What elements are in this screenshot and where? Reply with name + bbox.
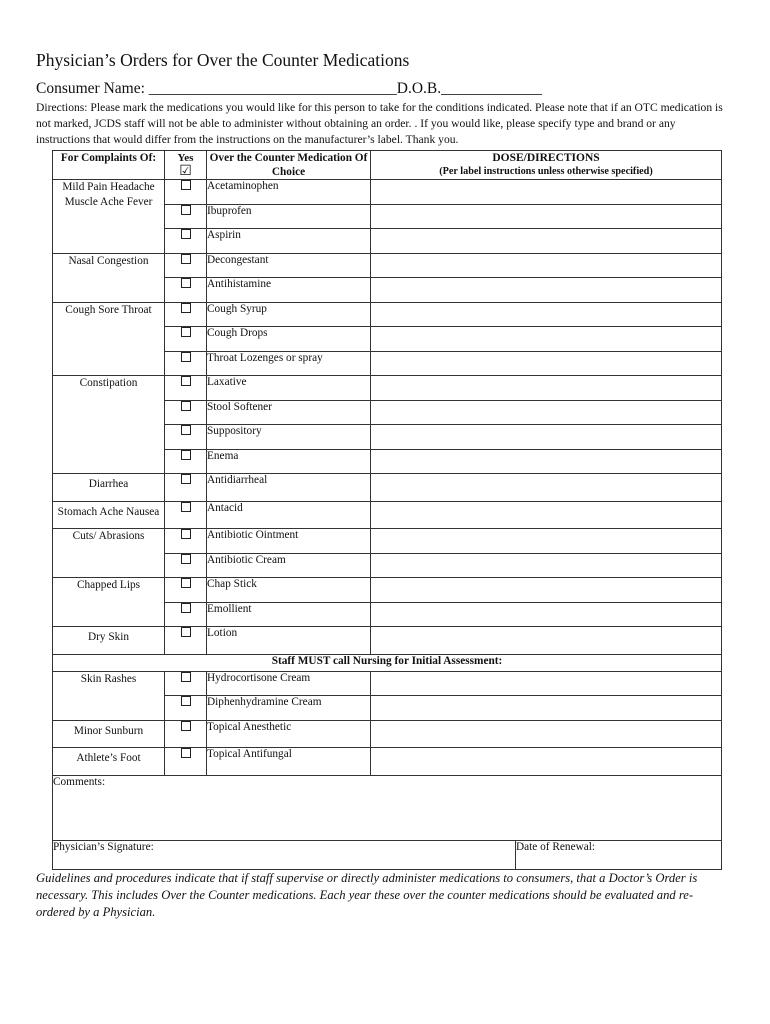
complaint-cell: Cough Sore Throat: [53, 302, 165, 376]
yes-checkbox[interactable]: [181, 229, 191, 239]
yes-checkbox[interactable]: [181, 205, 191, 215]
header-complaints: For Complaints Of:: [53, 151, 165, 180]
dose-directions-field[interactable]: [371, 327, 722, 352]
medication-name: Antibiotic Cream: [207, 553, 371, 578]
medication-name: Lotion: [207, 627, 371, 655]
table-row: [53, 748, 722, 776]
table-row: [53, 671, 722, 696]
dose-directions-field[interactable]: [371, 400, 722, 425]
yes-cell: [165, 351, 207, 376]
complaint-cell: Dry Skin: [53, 627, 165, 655]
dose-directions-field[interactable]: [371, 578, 722, 603]
directions-text: Directions: Please mark the medications you would like for this person to take for the conditions indicated. Please note that if an OTC medication is not marked, JCDS staff will not be able to administer without obtaining an order. . If you would like, please specify type and brand or any instructions that would differ from the instructions on the manufacturer’s label. Thank you.: [36, 101, 723, 146]
yes-cell: [165, 204, 207, 229]
dose-directions-field[interactable]: [371, 425, 722, 450]
renewal-label: Date of Renewal:: [516, 840, 596, 853]
yes-checkbox[interactable]: [181, 529, 191, 539]
date-of-renewal-field[interactable]: [516, 840, 722, 869]
yes-checkbox[interactable]: [181, 303, 191, 313]
dose-directions-field[interactable]: [371, 474, 722, 502]
yes-cell: [165, 671, 207, 696]
yes-cell: [165, 553, 207, 578]
table-row: [53, 578, 722, 603]
medication-name: Suppository: [207, 425, 371, 450]
yes-checkbox[interactable]: [181, 748, 191, 758]
header-yes: [165, 151, 207, 180]
complaint-cell: Constipation: [53, 376, 165, 474]
dose-directions-field[interactable]: [371, 449, 722, 474]
yes-checkbox[interactable]: [181, 254, 191, 264]
yes-cell: [165, 449, 207, 474]
complaint-cell: Skin Rashes: [53, 671, 165, 720]
medication-name: Throat Lozenges or spray: [207, 351, 371, 376]
otc-order-table: [52, 150, 722, 870]
medication-name: Acetaminophen: [207, 180, 371, 205]
table-row: [53, 627, 722, 655]
dose-directions-field[interactable]: [371, 501, 722, 529]
consumer-name-dob-line[interactable]: Consumer Name: ________________________________D.O.B._____________: [36, 80, 542, 97]
yes-cell: [165, 529, 207, 554]
dose-directions-field[interactable]: [371, 553, 722, 578]
medication-name: Antidiarrheal: [207, 474, 371, 502]
medication-name: Hydrocortisone Cream: [207, 671, 371, 696]
yes-cell: [165, 278, 207, 303]
yes-cell: [165, 720, 207, 748]
medication-name: Laxative: [207, 376, 371, 401]
medication-name: Aspirin: [207, 229, 371, 254]
yes-checkbox[interactable]: [181, 578, 191, 588]
medication-name: Topical Anesthetic: [207, 720, 371, 748]
table-row: [53, 501, 722, 529]
complaint-cell: Athlete’s Foot: [53, 748, 165, 776]
yes-cell: [165, 400, 207, 425]
medication-name: Cough Drops: [207, 327, 371, 352]
header-dose: [371, 151, 722, 180]
yes-cell: [165, 376, 207, 401]
yes-checkbox[interactable]: [181, 474, 191, 484]
dose-directions-field[interactable]: [371, 671, 722, 696]
medication-name: Antibiotic Ointment: [207, 529, 371, 554]
yes-cell: [165, 229, 207, 254]
guidelines-footnote: Guidelines and procedures indicate that if staff supervise or directly administer medications to consumers, that a Doctor’s Order is necessary. This includes Over the Counter medications. Each year these over the counter medications should be evaluated and re-ordered by a Physician.: [36, 871, 698, 919]
dose-directions-field[interactable]: [371, 720, 722, 748]
yes-checkbox[interactable]: [181, 180, 191, 190]
medication-name: Cough Syrup: [207, 302, 371, 327]
complaint-cell: Diarrhea: [53, 474, 165, 502]
yes-checkbox[interactable]: [181, 603, 191, 613]
yes-checkbox[interactable]: [181, 627, 191, 637]
yes-cell: [165, 474, 207, 502]
dose-directions-field[interactable]: [371, 351, 722, 376]
yes-checkbox[interactable]: [181, 327, 191, 337]
medication-name: Antihistamine: [207, 278, 371, 303]
medication-name: Topical Antifungal: [207, 748, 371, 776]
medication-name: Emollient: [207, 602, 371, 627]
dose-directions-field[interactable]: [371, 180, 722, 205]
comments-field[interactable]: [53, 775, 722, 840]
dose-directions-field[interactable]: [371, 302, 722, 327]
yes-cell: [165, 696, 207, 721]
yes-checkbox[interactable]: [181, 278, 191, 288]
yes-checkbox[interactable]: [181, 450, 191, 460]
table-row: [53, 253, 722, 278]
medication-name: Decongestant: [207, 253, 371, 278]
table-row: [53, 474, 722, 502]
complaint-cell: Minor Sunburn: [53, 720, 165, 748]
yes-cell: [165, 302, 207, 327]
dose-directions-field[interactable]: [371, 229, 722, 254]
complaint-cell: Mild Pain Headache Muscle Ache Fever: [53, 180, 165, 254]
complaint-cell: Chapped Lips: [53, 578, 165, 627]
medication-name: Antacid: [207, 501, 371, 529]
medication-name: Diphenhydramine Cream: [207, 696, 371, 721]
yes-checkbox[interactable]: [181, 502, 191, 512]
medication-name: Enema: [207, 449, 371, 474]
dose-directions-field[interactable]: [371, 376, 722, 401]
dose-directions-field[interactable]: [371, 204, 722, 229]
staff-notice: Staff MUST call Nursing for Initial Assessment:: [53, 654, 722, 671]
yes-checkbox[interactable]: [181, 352, 191, 362]
header-yes-label: Yes: [177, 152, 194, 164]
medication-name: Stool Softener: [207, 400, 371, 425]
yes-checkbox[interactable]: [181, 721, 191, 731]
comments-label: Comments:: [53, 775, 106, 788]
dose-directions-field[interactable]: [371, 627, 722, 655]
dose-directions-field[interactable]: [371, 748, 722, 776]
yes-cell: [165, 501, 207, 529]
header-otc: Over the Counter Medication Of Choice: [207, 151, 371, 180]
dose-directions-field[interactable]: [371, 278, 722, 303]
page-title: Physician’s Orders for Over the Counter Medications: [36, 50, 410, 70]
yes-cell: [165, 180, 207, 205]
yes-checkbox[interactable]: [181, 376, 191, 386]
table-row: [53, 302, 722, 327]
yes-cell: [165, 425, 207, 450]
yes-checkbox[interactable]: [181, 672, 191, 682]
physician-signature-field[interactable]: [53, 840, 516, 869]
yes-checkbox[interactable]: [181, 425, 191, 435]
table-row: [53, 376, 722, 401]
dose-directions-field[interactable]: [371, 696, 722, 721]
dose-directions-field[interactable]: [371, 602, 722, 627]
yes-cell: [165, 602, 207, 627]
table-row: [53, 720, 722, 748]
yes-cell: [165, 748, 207, 776]
complaint-cell: Stomach Ache Nausea: [53, 501, 165, 529]
table-row: [53, 529, 722, 554]
yes-cell: [165, 327, 207, 352]
complaint-cell: Cuts/ Abrasions: [53, 529, 165, 578]
yes-cell: [165, 627, 207, 655]
table-row: [53, 180, 722, 205]
header-dose-subtitle: (Per label instructions unless otherwise specified): [439, 166, 653, 177]
medication-name: Ibuprofen: [207, 204, 371, 229]
yes-checkbox[interactable]: [181, 401, 191, 411]
signature-label: Physician’s Signature:: [53, 840, 154, 853]
dose-directions-field[interactable]: [371, 529, 722, 554]
yes-cell: [165, 578, 207, 603]
yes-checkbox[interactable]: [181, 696, 191, 706]
checked-box-icon: ☑: [179, 164, 192, 179]
medication-name: Chap Stick: [207, 578, 371, 603]
yes-checkbox[interactable]: [181, 554, 191, 564]
dose-directions-field[interactable]: [371, 253, 722, 278]
complaint-cell: Nasal Congestion: [53, 253, 165, 302]
yes-cell: [165, 253, 207, 278]
header-dose-title: DOSE/DIRECTIONS: [492, 152, 600, 164]
